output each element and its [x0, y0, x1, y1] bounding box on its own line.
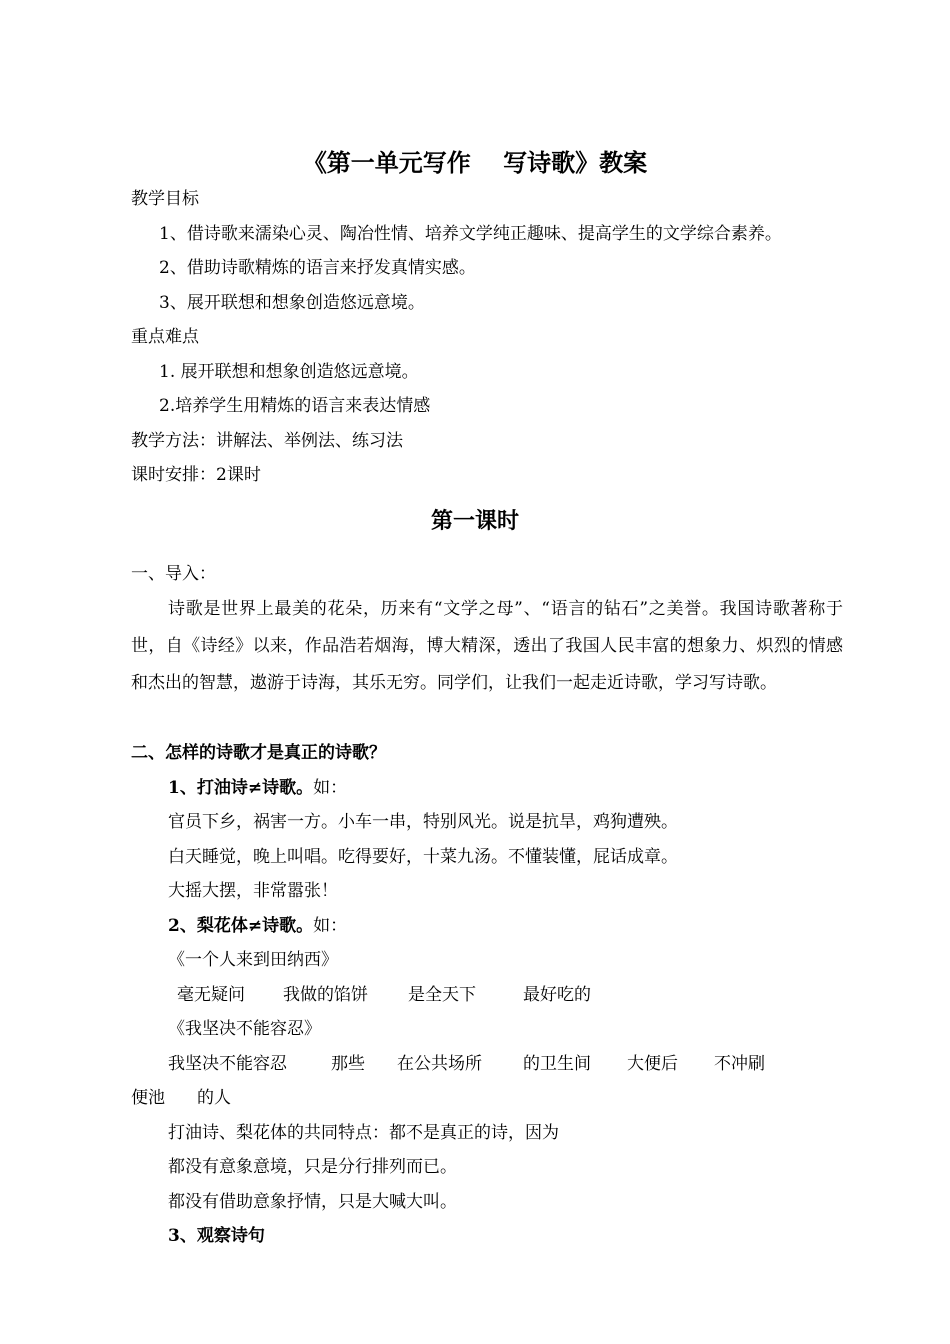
poem-word: 最好吃的 [523, 985, 591, 1005]
document-title: 《第一单元写作 写诗歌》教案 [302, 148, 648, 177]
poem-word: 毫无疑问 [177, 985, 245, 1005]
common-feature-line: 都没有意象意境，只是分行排列而已。 [168, 1157, 457, 1177]
poem-word: 在公共场所 [397, 1054, 482, 1074]
key-point-item: 2.培养学生用精炼的语言来表达情感 [159, 396, 431, 416]
item-doggerel-label: 1、打油诗≠诗歌。 [168, 778, 314, 798]
poem-word: 的人 [197, 1088, 231, 1108]
doggerel-line: 大摇大摆，非常嚣张！ [168, 881, 338, 901]
teaching-methods: 教学方法：讲解法、举例法、练习法 [131, 431, 403, 451]
poem-title: 《我坚决不能容忍》 [168, 1019, 321, 1039]
doggerel-line: 官员下乡，祸害一方。小车一串，特别风光。说是抗旱，鸡狗遭殃。 [168, 812, 678, 832]
item-lihua-style [168, 914, 347, 938]
poem-word: 那些 [331, 1054, 365, 1074]
poem-word: 便池 [131, 1088, 165, 1108]
item-observe-lines: 3、观察诗句 [168, 1226, 265, 1246]
lesson-title: 第一课时 [430, 508, 519, 534]
objective-item: 1、借诗歌来濡染心灵、陶冶性情、培养文学纯正趣味、提高学生的文学综合素养。 [159, 224, 782, 244]
poem-word: 我坚决不能容忍 [168, 1054, 287, 1074]
key-point-item: 1. 展开联想和想象创造悠远意境。 [159, 362, 419, 382]
poem-word: 大便后 [627, 1054, 678, 1074]
poem-word: 的卫生间 [523, 1054, 591, 1074]
doggerel-line: 白天睡觉，晚上叫唱。吃得要好，十菜九汤。不懂装懂，屁话成章。 [168, 847, 678, 867]
item-doggerel [168, 776, 347, 800]
item-doggerel-suffix: 如： [313, 778, 348, 798]
poem-word: 不冲刷 [714, 1054, 765, 1074]
objectives-heading: 教学目标 [131, 189, 199, 209]
poem-word: 是全天下 [408, 985, 476, 1005]
intro-paragraph: 诗歌是世界上最美的花朵，历来有“文学之母”、“语言的钻石”之美誉。我国诗歌著称于世，自《诗经》以来，作品浩若烟海，博大精深，透出了我国人民丰富的想象力、炽烈的情感和杰出的智慧，遨游于诗海，其乐无穷。同学们，让我们一起走近诗歌，学习写诗歌。 [131, 599, 843, 693]
poem-title: 《一个人来到田纳西》 [168, 950, 338, 970]
key-points-heading: 重点难点 [131, 327, 199, 347]
lesson-schedule: 课时安排：2课时 [131, 465, 261, 485]
common-feature-line: 打油诗、梨花体的共同特点：都不是真正的诗，因为 [168, 1123, 559, 1143]
section-heading-intro: 一、导入： [131, 564, 216, 584]
section-heading-what-is-poetry: 二、怎样的诗歌才是真正的诗歌？ [131, 743, 386, 763]
item-lihua-suffix: 如： [313, 916, 348, 936]
objective-item: 3、展开联想和想象创造悠远意境。 [159, 293, 425, 313]
common-feature-line: 都没有借助意象抒情，只是大喊大叫。 [168, 1192, 457, 1212]
item-lihua-label: 2、梨花体≠诗歌。 [168, 916, 314, 936]
objective-item: 2、借助诗歌精炼的语言来抒发真情实感。 [159, 258, 476, 278]
poem-word: 我做的馅饼 [283, 985, 368, 1005]
